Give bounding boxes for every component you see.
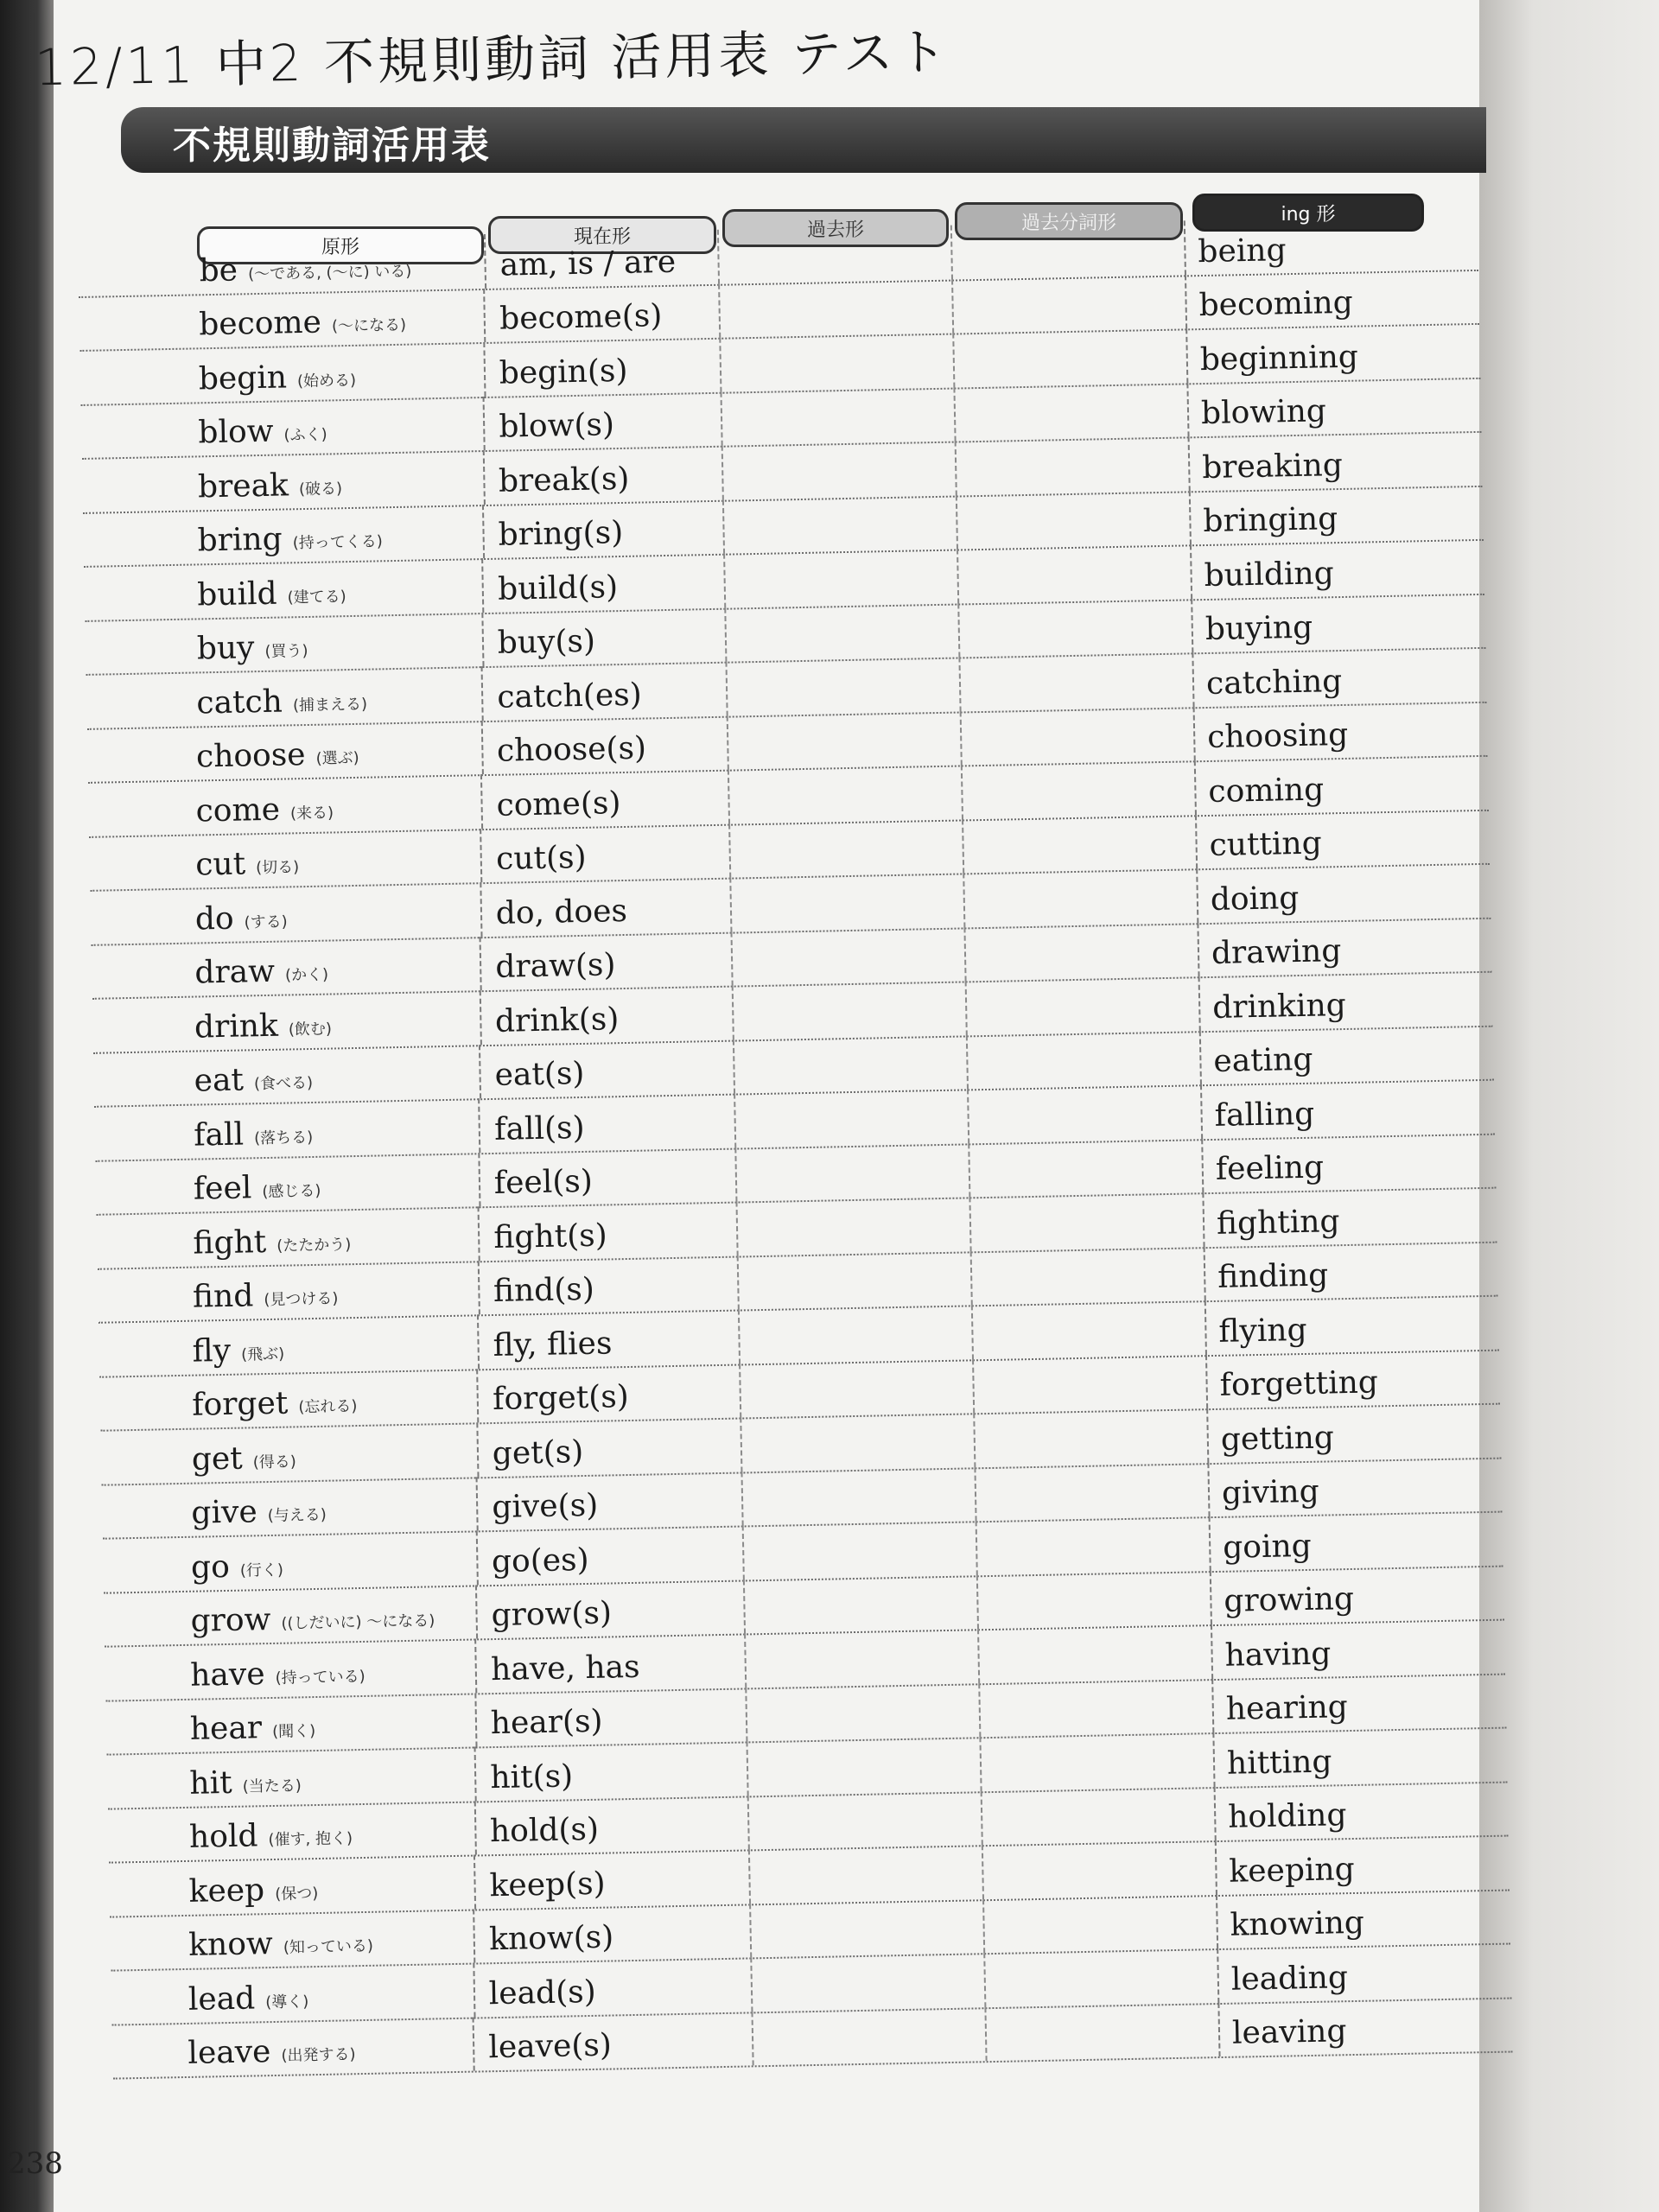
- present-form-cell: go(es): [475, 1526, 709, 1585]
- japanese-gloss: (当たる): [242, 1776, 302, 1796]
- past-participle-blank[interactable]: [957, 599, 1192, 658]
- past-participle-blank[interactable]: [974, 1463, 1208, 1522]
- past-participle-blank[interactable]: [976, 1516, 1210, 1575]
- base-form-cell: [191, 1422, 477, 1482]
- ing-form-cell: blowing: [1186, 378, 1438, 436]
- japanese-gloss: (飛ぶ): [240, 1344, 285, 1364]
- base-form-cell: [199, 288, 485, 347]
- past-form-blank[interactable]: [735, 1197, 969, 1255]
- base-form-word: have: [189, 1656, 265, 1694]
- past-participle-blank[interactable]: [979, 1732, 1213, 1791]
- base-form-cell: [192, 1261, 478, 1320]
- base-form-word: blow: [198, 413, 274, 451]
- japanese-gloss: (来る): [289, 803, 334, 823]
- past-participle-blank[interactable]: [963, 868, 1197, 927]
- present-form-cell: forget(s): [477, 1364, 711, 1423]
- past-participle-blank[interactable]: [978, 1679, 1212, 1738]
- ing-form-cell: eating: [1199, 1026, 1451, 1084]
- past-form-blank[interactable]: [739, 1359, 973, 1418]
- present-form-cell: buy(s): [481, 607, 715, 666]
- past-participle-blank[interactable]: [968, 1139, 1202, 1198]
- japanese-gloss: (捕まえる): [292, 695, 368, 715]
- present-form-cell: blow(s): [483, 391, 717, 450]
- base-form-word: find: [192, 1278, 254, 1315]
- present-form-cell: fly, flies: [477, 1310, 711, 1369]
- past-participle-blank[interactable]: [952, 328, 1186, 387]
- handwritten-title: 12/11 中2 不規則動詞 活用表 テスト: [34, 22, 951, 98]
- ing-form-cell: falling: [1200, 1080, 1452, 1139]
- past-participle-blank[interactable]: [967, 1084, 1201, 1143]
- ing-form-cell: having: [1211, 1620, 1462, 1679]
- base-form-word: bring: [197, 521, 283, 559]
- japanese-gloss: (買う): [264, 641, 308, 661]
- ing-form-cell: doing: [1196, 864, 1447, 923]
- past-form-blank[interactable]: [718, 279, 952, 338]
- past-form-blank[interactable]: [722, 495, 957, 554]
- japanese-gloss: (たたかう): [276, 1235, 352, 1255]
- past-participle-blank[interactable]: [956, 491, 1190, 550]
- base-form-cell: [194, 1098, 480, 1158]
- base-form-word: buy: [196, 630, 255, 667]
- present-form-cell: hit(s): [474, 1742, 709, 1801]
- base-form-word: do: [194, 900, 234, 938]
- ing-form-cell: being: [1184, 216, 1435, 275]
- present-form-cell: give(s): [476, 1472, 710, 1531]
- past-form-blank[interactable]: [728, 819, 963, 878]
- base-form-cell: [192, 1314, 478, 1374]
- japanese-gloss: (与える): [267, 1505, 327, 1526]
- base-form-word: hit: [189, 1764, 233, 1802]
- present-form-cell: bring(s): [482, 499, 716, 558]
- japanese-gloss: (忘れる): [298, 1397, 358, 1417]
- ing-form-cell: flying: [1205, 1296, 1456, 1355]
- present-form-cell: keep(s): [474, 1850, 708, 1909]
- base-form-cell: [195, 829, 481, 888]
- base-form-word: fall: [193, 1116, 245, 1154]
- base-form-cell: [194, 937, 480, 996]
- past-participle-blank[interactable]: [977, 1624, 1211, 1683]
- base-form-word: know: [188, 1926, 274, 1963]
- ing-form-cell: growing: [1210, 1566, 1461, 1624]
- base-form-cell: [193, 1206, 479, 1266]
- present-form-cell: feel(s): [478, 1148, 712, 1207]
- ing-form-cell: breaking: [1188, 432, 1440, 491]
- past-participle-blank[interactable]: [963, 923, 1198, 982]
- past-participle-blank[interactable]: [957, 544, 1191, 603]
- base-form-cell: [188, 2017, 474, 2076]
- page-number: 238: [7, 2146, 63, 2181]
- past-form-blank[interactable]: [737, 1251, 971, 1310]
- base-form-word: cut: [194, 846, 246, 883]
- ing-form-cell: becoming: [1185, 270, 1436, 328]
- present-form-cell: drink(s): [479, 986, 713, 1045]
- base-form-cell: [188, 1963, 474, 2023]
- present-form-cell: begin(s): [483, 338, 717, 397]
- base-form-cell: [196, 666, 482, 726]
- japanese-gloss: (する): [244, 912, 288, 931]
- japanese-gloss: (得る): [252, 1452, 297, 1471]
- japanese-gloss: (〜である, (〜に) いる): [247, 262, 412, 283]
- base-form-cell: [190, 1530, 476, 1590]
- base-form-cell: [195, 721, 481, 780]
- ing-form-cell: holding: [1214, 1782, 1465, 1840]
- base-form-word: leave: [188, 2034, 271, 2071]
- ing-form-cell: buying: [1191, 594, 1442, 652]
- present-form-cell: know(s): [474, 1904, 708, 1963]
- ing-form-cell: going: [1209, 1512, 1460, 1571]
- book-binding: [0, 0, 54, 2212]
- past-form-blank[interactable]: [744, 1629, 978, 1688]
- past-participle-blank[interactable]: [950, 220, 1185, 279]
- base-form-word: keep: [188, 1872, 265, 1910]
- ing-form-cell: drawing: [1197, 918, 1448, 976]
- past-form-blank[interactable]: [729, 873, 963, 931]
- present-form-cell: leave(s): [473, 2012, 707, 2071]
- past-form-blank[interactable]: [732, 981, 966, 1039]
- base-form-cell: [189, 1747, 475, 1807]
- base-form-word: feel: [193, 1170, 252, 1207]
- past-participle-blank[interactable]: [972, 1355, 1206, 1414]
- ing-form-cell: catching: [1192, 648, 1443, 707]
- past-participle-blank[interactable]: [962, 815, 1196, 874]
- base-form-cell: [188, 1909, 474, 1968]
- present-form-cell: build(s): [482, 554, 716, 613]
- past-participle-blank[interactable]: [961, 760, 1195, 819]
- base-form-word: become: [198, 304, 322, 343]
- past-participle-blank[interactable]: [955, 436, 1189, 495]
- base-form-cell: [190, 1638, 476, 1698]
- header-past-form: 過去形: [722, 209, 949, 247]
- base-form-word: lead: [188, 1980, 256, 2018]
- header-past-participle: 過去分詞形: [955, 202, 1183, 240]
- past-participle-blank[interactable]: [973, 1408, 1207, 1467]
- base-form-word: draw: [194, 953, 276, 991]
- present-form-cell: fall(s): [479, 1094, 713, 1153]
- past-form-blank[interactable]: [720, 387, 954, 446]
- ing-form-cell: beginning: [1185, 324, 1437, 383]
- past-form-blank[interactable]: [747, 1791, 982, 1850]
- base-form-word: break: [197, 467, 289, 505]
- base-form-cell: [190, 1585, 476, 1644]
- base-form-word: forget: [191, 1385, 289, 1423]
- base-form-word: be: [199, 251, 238, 289]
- base-form-word: come: [195, 791, 281, 829]
- past-form-blank[interactable]: [738, 1305, 972, 1363]
- base-form-word: get: [191, 1440, 244, 1478]
- past-form-blank[interactable]: [733, 1035, 967, 1094]
- present-form-cell: catch(es): [481, 662, 715, 721]
- base-form-word: catch: [196, 683, 283, 721]
- past-participle-blank[interactable]: [982, 1895, 1217, 1954]
- base-form-cell: [199, 234, 485, 294]
- present-form-cell: grow(s): [475, 1580, 709, 1639]
- past-form-blank[interactable]: [727, 711, 961, 770]
- past-form-blank[interactable]: [742, 1521, 976, 1580]
- past-participle-blank[interactable]: [971, 1300, 1205, 1359]
- past-participle-blank[interactable]: [969, 1192, 1203, 1251]
- past-participle-blank[interactable]: [958, 652, 1192, 711]
- japanese-gloss: (ふく): [283, 425, 327, 445]
- header-ing-form: ing 形: [1192, 194, 1424, 232]
- base-form-cell: [197, 450, 483, 510]
- past-form-blank[interactable]: [734, 1143, 969, 1202]
- base-form-cell: [197, 505, 483, 564]
- past-participle-blank[interactable]: [983, 1948, 1217, 2007]
- title-banner: [121, 83, 1486, 195]
- header-base-form: 原形: [197, 226, 484, 264]
- base-form-word: drink: [194, 1007, 279, 1046]
- base-form-word: grow: [190, 1602, 271, 1639]
- ing-form-cell: cutting: [1195, 810, 1446, 868]
- past-form-blank[interactable]: [748, 1845, 982, 1904]
- present-form-cell: have, has: [475, 1634, 709, 1693]
- present-form-cell: choose(s): [480, 715, 715, 774]
- japanese-gloss: (催す, 抱く): [268, 1829, 353, 1850]
- past-form-blank[interactable]: [725, 658, 959, 716]
- base-form-cell: [198, 397, 484, 456]
- ing-form-cell: feeling: [1201, 1134, 1452, 1192]
- base-form-cell: [194, 990, 480, 1050]
- past-form-blank[interactable]: [734, 1089, 968, 1147]
- past-form-blank[interactable]: [741, 1467, 975, 1526]
- japanese-gloss: (聞く): [271, 1722, 316, 1741]
- banner-title: 不規則動詞活用表: [173, 124, 491, 168]
- past-form-blank[interactable]: [750, 1953, 984, 2012]
- base-form-cell: [193, 1153, 479, 1212]
- japanese-gloss: (食べる): [253, 1073, 314, 1094]
- past-form-blank[interactable]: [719, 334, 953, 392]
- past-form-blank[interactable]: [723, 550, 957, 608]
- japanese-gloss: (建てる): [287, 587, 346, 607]
- ing-form-cell: coming: [1194, 756, 1446, 815]
- past-participle-blank[interactable]: [982, 1840, 1216, 1899]
- base-form-word: eat: [194, 1062, 245, 1099]
- base-form-cell: [188, 1855, 474, 1915]
- present-form-cell: am, is / are: [484, 230, 718, 289]
- present-form-cell: become(s): [484, 283, 718, 342]
- japanese-gloss: (選ぶ): [315, 748, 359, 768]
- japanese-gloss: (保つ): [275, 1884, 319, 1904]
- japanese-gloss: (持っている): [275, 1667, 365, 1688]
- past-form-blank[interactable]: [751, 2007, 985, 2066]
- japanese-gloss: (飲む): [288, 1020, 333, 1039]
- past-form-blank[interactable]: [721, 442, 956, 500]
- past-participle-blank[interactable]: [984, 2003, 1218, 2062]
- base-form-cell: [194, 882, 480, 942]
- base-form-cell: [192, 1369, 478, 1428]
- base-form-cell: [188, 1801, 474, 1860]
- ing-form-cell: giving: [1207, 1458, 1459, 1516]
- base-form-cell: [197, 558, 483, 618]
- present-form-cell: find(s): [477, 1256, 711, 1315]
- japanese-gloss: (出発する): [281, 2045, 356, 2065]
- ing-form-cell: getting: [1206, 1404, 1458, 1463]
- ing-form-cell: hitting: [1212, 1728, 1464, 1787]
- ing-form-cell: hearing: [1211, 1674, 1463, 1732]
- past-participle-blank[interactable]: [953, 383, 1187, 442]
- header-present-form: 現在形: [488, 216, 716, 254]
- ing-form-cell: leaving: [1217, 1998, 1469, 2056]
- base-form-cell: [198, 342, 484, 402]
- ing-form-cell: fighting: [1202, 1188, 1453, 1247]
- past-participle-blank[interactable]: [965, 976, 1199, 1035]
- ing-form-cell: keeping: [1215, 1836, 1466, 1895]
- ing-form-cell: building: [1190, 540, 1441, 599]
- base-form-cell: [189, 1693, 475, 1752]
- base-form-word: fly: [192, 1332, 232, 1370]
- japanese-gloss: ((しだいに) 〜になる): [281, 1611, 435, 1633]
- base-form-word: go: [190, 1548, 231, 1586]
- past-participle-blank[interactable]: [976, 1571, 1211, 1630]
- present-form-cell: hold(s): [474, 1796, 708, 1855]
- past-participle-blank[interactable]: [970, 1247, 1205, 1306]
- ing-form-cell: finding: [1204, 1242, 1455, 1300]
- past-participle-blank[interactable]: [966, 1031, 1200, 1090]
- base-form-cell: [195, 774, 481, 834]
- past-form-blank[interactable]: [745, 1683, 979, 1742]
- japanese-gloss: (見つける): [264, 1289, 339, 1310]
- japanese-gloss: (始める): [296, 371, 357, 391]
- japanese-gloss: (持ってくる): [292, 532, 383, 553]
- base-form-word: choose: [195, 737, 306, 775]
- japanese-gloss: (感じる): [262, 1181, 321, 1202]
- japanese-gloss: (導く): [265, 1992, 309, 2012]
- verb-table: [78, 215, 1514, 2126]
- japanese-gloss: (知っている): [283, 1936, 374, 1957]
- ing-form-cell: forgetting: [1205, 1350, 1457, 1408]
- present-form-cell: fight(s): [478, 1202, 712, 1261]
- ing-form-cell: choosing: [1193, 702, 1445, 760]
- base-form-word: fight: [193, 1224, 267, 1262]
- past-form-blank[interactable]: [717, 226, 951, 284]
- ing-form-cell: drinking: [1198, 972, 1450, 1031]
- japanese-gloss: (〜になる): [331, 315, 407, 336]
- present-form-cell: eat(s): [479, 1040, 713, 1099]
- base-form-word: hear: [189, 1710, 263, 1747]
- past-form-blank[interactable]: [743, 1575, 977, 1634]
- present-form-cell: cut(s): [480, 824, 715, 883]
- past-participle-blank[interactable]: [951, 275, 1185, 334]
- present-form-cell: break(s): [482, 446, 716, 505]
- japanese-gloss: (かく): [284, 965, 329, 985]
- ing-form-cell: leading: [1217, 1943, 1468, 2002]
- japanese-gloss: (行く): [239, 1560, 284, 1580]
- past-form-blank[interactable]: [746, 1737, 980, 1796]
- present-form-cell: come(s): [480, 770, 715, 829]
- base-form-word: begin: [198, 359, 288, 397]
- past-form-blank[interactable]: [740, 1413, 974, 1471]
- japanese-gloss: (落ちる): [253, 1128, 314, 1147]
- past-participle-blank[interactable]: [960, 707, 1194, 766]
- present-form-cell: draw(s): [480, 932, 714, 991]
- ing-form-cell: bringing: [1189, 486, 1440, 544]
- present-form-cell: do, does: [480, 878, 714, 937]
- japanese-gloss: (破る): [298, 479, 343, 499]
- past-form-blank[interactable]: [728, 765, 962, 823]
- base-form-cell: [191, 1477, 477, 1536]
- past-form-blank[interactable]: [724, 603, 958, 662]
- past-participle-blank[interactable]: [981, 1787, 1215, 1846]
- base-form-word: hold: [188, 1818, 258, 1855]
- japanese-gloss: (切る): [255, 858, 300, 878]
- base-form-cell: [196, 613, 482, 672]
- base-form-word: build: [196, 575, 277, 613]
- base-form-word: give: [191, 1494, 258, 1531]
- present-form-cell: lead(s): [473, 1958, 707, 2017]
- ing-form-cell: knowing: [1216, 1890, 1467, 1948]
- base-form-cell: [194, 1045, 480, 1104]
- present-form-cell: hear(s): [474, 1688, 709, 1747]
- past-form-blank[interactable]: [730, 927, 964, 986]
- past-form-blank[interactable]: [749, 1899, 983, 1958]
- present-form-cell: get(s): [476, 1418, 710, 1477]
